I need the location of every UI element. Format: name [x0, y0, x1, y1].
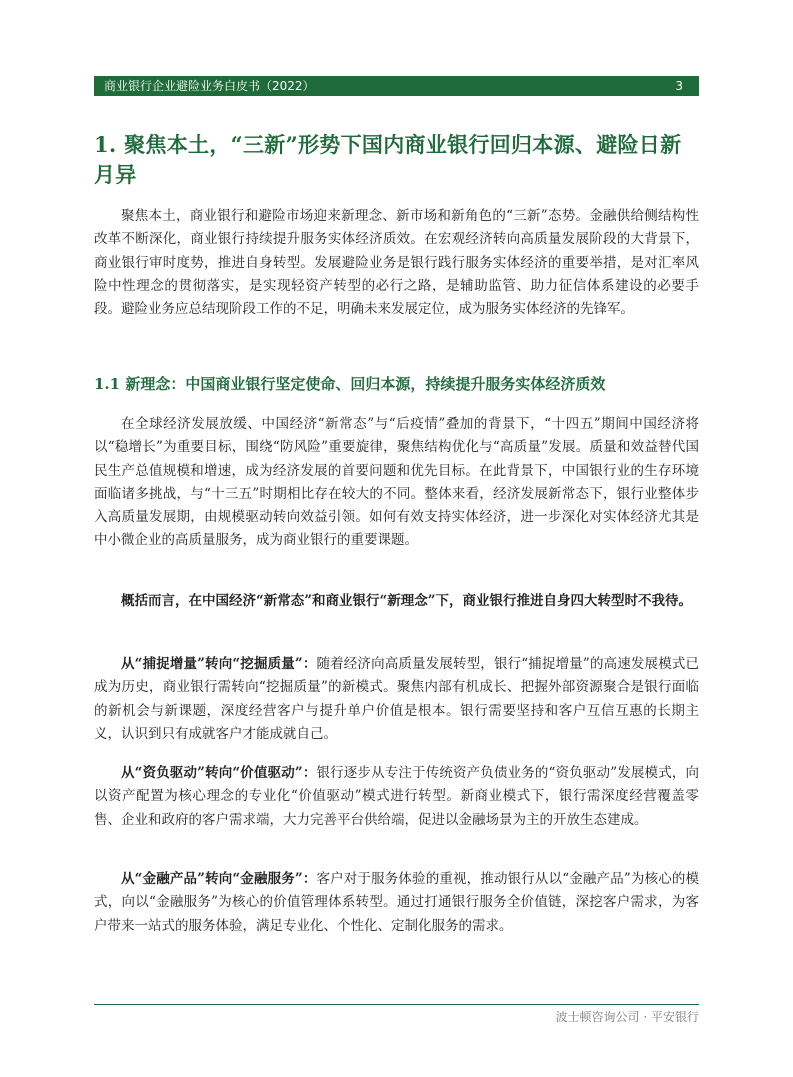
shift-1-title: 从“捕捉增量”转向“挖掘质量”： — [121, 656, 317, 672]
footer-credits: 波士顿咨询公司 · 平安银行 — [555, 1010, 699, 1024]
summary-paragraph: 概括而言，在中国经济“新常态”和商业银行“新理念”下，商业银行推进自身四大转型时不我待。 — [121, 593, 693, 609]
shift-2-body: 银行逐步从专注于传统资产负债业务的“资负驱动”发展模式，向以资产配置为核心理念的专业化“价值驱动”模式进行转型。新商业模式下，银行需深度经营覆盖零售、企业和政府的客户需求端，大力完善平台供给端，促进以金融场景为主的开放生态建成。 — [94, 765, 700, 828]
header-title: 商业银行企业避险业务白皮书（2022） — [104, 79, 315, 93]
header-bar — [94, 76, 699, 96]
shift-paragraph-1 — [94, 653, 699, 746]
page-number: 3 — [675, 79, 683, 93]
shift-1-body: 随着经济向高质量发展转型，银行“捕捉增量”的高速发展模式已成为历史，商业银行需转向“挖掘质量”的新模式。聚焦内部有机成长、把握外部资源聚合是银行面临的新机会与新课题，深度经营客户与提升单户价值是根本。银行需要坚持和客户互信互惠的长期主义，认识到只有成就客户才能成就自己。 — [94, 656, 700, 742]
shift-3-title: 从“金融产品”转向“金融服务”： — [121, 871, 317, 887]
shift-2-title: 从“资负驱动”转向“价值驱动”： — [121, 765, 317, 781]
subsection-heading: 1.1 新理念：中国商业银行坚定使命、回归本源，持续提升服务实体经济质效 — [94, 375, 606, 393]
footer-divider — [94, 1004, 699, 1005]
shift-paragraph-2 — [94, 762, 699, 832]
intro-paragraph: 聚焦本土，商业银行和避险市场迎来新理念、新市场和新角色的“三新”态势。金融供给侧结构性改革不断深化，商业银行持续提升服务实体经济质效。在宏观经济转向高质量发展阶段的大背景下，商业银行审时度势，推进自身转型。发展避险业务是银行践行服务实体经济的重要举措，是对汇率风险中性理念的贯彻落实，是实现轻资产转型的必行之路，是辅助监管、助力征信体系建设的必要手段。避险业务应总结现阶段工作的不足，明确未来发展定位，成为服务实体经济的先锋军。 — [94, 208, 699, 318]
section-heading: 1. 聚焦本土，“三新”形势下国内商业银行回归本源、避险日新月异 — [94, 132, 682, 187]
shift-paragraph-3 — [94, 868, 699, 938]
body-paragraph-1: 在全球经济发展放缓、中国经济“新常态”与“后疫情”叠加的背景下，“十四五”期间中国经济将以“稳增长”为重要目标，围绕“防风险”重要旋律，聚焦结构优化与“高质量”发展。质量和效益替代国民生产总值规模和增速，成为经济发展的首要问题和优先目标。在此背景下，中国银行业的生存环境面临诸多挑战，与“十三五”时期相比存在较大的不同。整体来看，经济发展新常态下，银行业整体步入高质量发展期，由规模驱动转向效益引领。如何有效支持实体经济，进一步深化对实体经济尤其是中小微企业的高质量服务，成为商业银行的重要课题。 — [94, 416, 699, 549]
shift-3-body: 客户对于服务体验的重视，推动银行从以“金融产品”为核心的模式，向以“金融服务”为核心的价值管理体系转型。通过打通银行服务全价值链，深挖客户需求，为客户带来一站式的服务体验，满足专业化、个性化、定制化服务的需求。 — [94, 871, 700, 934]
